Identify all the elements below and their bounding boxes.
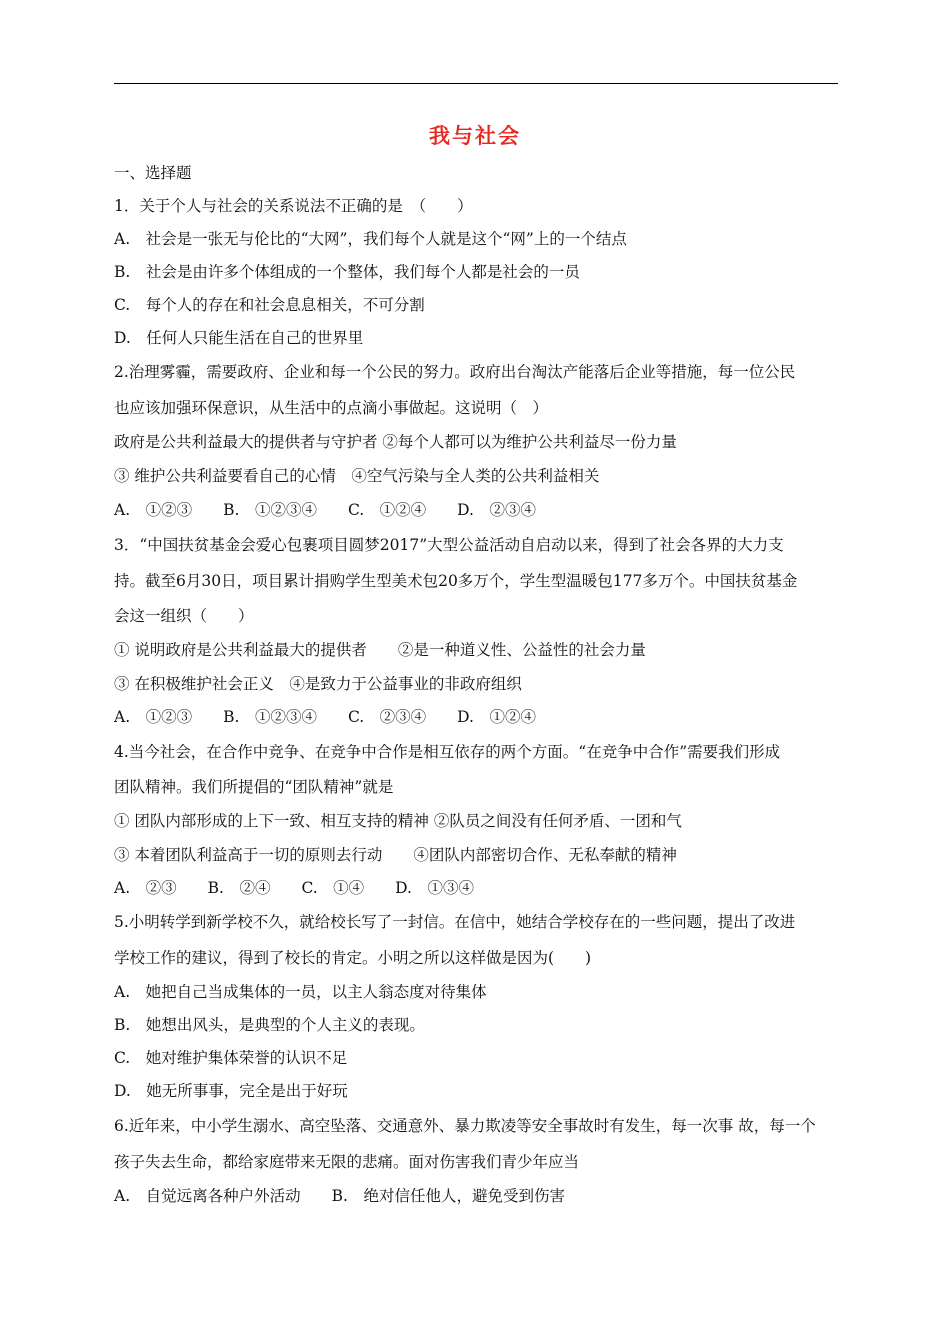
question-1-option-c: C. 每个人的存在和社会息息相关，不可分割 [114,296,425,314]
question-4-statement-1: ① 团队内部形成的上下一致、相互支持的精神 ②队员之间没有任何矛盾、一团和气 [114,812,682,830]
question-1-option-d: D. 任何人只能生活在自己的世界里 [114,329,364,347]
page-title: 我与社会 [429,124,521,148]
question-1: 1．关于个人与社会的关系说法不正确的是 （ ） [114,197,473,215]
question-5-option-a: A. 她把自己当成集体的一员，以主人翁态度对待集体 [114,983,487,1001]
section-heading: 一、选择题 [114,164,192,182]
question-4-options: A. ②③ B. ②④ C. ①④ D. ①③④ [114,879,474,897]
question-5-line-2: 学校工作的建议，得到了校长的肯定。小明之所以这样做是因为( ) [114,949,592,967]
question-3-line-3: 会这一组织（ ） [114,607,254,625]
question-6-line-2: 孩子失去生命，都给家庭带来无限的悲痛。面对伤害我们青少年应当 [114,1153,580,1171]
question-1-option-a: A. 社会是一张无与伦比的“大网”，我们每个人就是这个“网”上的一个结点 [114,230,627,248]
question-5-line-1: 5.小明转学到新学校不久，就给校长写了一封信。在信中，她结合学校存在的一些问题，提出了改进 [114,913,796,931]
header-rule [114,83,838,84]
question-2-statement-2: ③ 维护公共利益要看自己的心情 ④空气污染与全人类的公共利益相关 [114,467,600,485]
question-3-statement-2: ③ 在积极维护社会正义 ④是致力于公益事业的非政府组织 [114,675,522,693]
question-5-option-c: C. 她对维护集体荣誉的认识不足 [114,1049,348,1067]
question-2-statement-1: 政府是公共利益最大的提供者与守护者 ②每个人都可以为维护公共利益尽一份力量 [114,433,677,451]
question-5-option-b: B. 她想出风头，是典型的个人主义的表现。 [114,1016,425,1034]
question-3-options: A. ①②③ B. ①②③④ C. ②③④ D. ①②④ [114,708,536,726]
question-4-line-1: 4.当今社会，在合作中竞争、在竞争中合作是相互依存的两个方面。“在竞争中合作”需要我们形成 [114,743,781,761]
question-3-line-1: 3．“中国扶贫基金会爱心包裹项目圆梦2017”大型公益活动自启动以来，得到了社会各界的大力支 [114,536,784,554]
question-2-line-2: 也应该加强环保意识，从生活中的点滴小事做起。这说明（ ） [114,399,549,417]
question-5-option-d: D. 她无所事事，完全是出于好玩 [114,1082,348,1100]
question-6-line-1: 6.近年来，中小学生溺水、高空坠落、交通意外、暴力欺凌等安全事故时有发生，每一次事 故，每一个 [114,1117,816,1135]
question-4-line-2: 团队精神。我们所提倡的“团队精神”就是 [114,778,394,796]
question-2-line-1: 2.治理雾霾，需要政府、企业和每一个公民的努力。政府出台淘汰产能落后企业等措施，每一位公民 [114,363,796,381]
question-4-statement-2: ③ 本着团队利益高于一切的原则去行动 ④团队内部密切合作、无私奉献的精神 [114,846,677,864]
question-6-options: A. 自觉远离各种户外活动 B. 绝对信任他人，避免受到伤害 [114,1187,565,1205]
question-1-option-b: B. 社会是由许多个体组成的一个整体，我们每个人都是社会的一员 [114,263,580,281]
question-2-options: A. ①②③ B. ①②③④ C. ①②④ D. ②③④ [114,501,536,519]
question-3-statement-1: ① 说明政府是公共利益最大的提供者 ②是一种道义性、公益性的社会力量 [114,641,646,659]
question-3-line-2: 持。截至6月30日，项目累计捐购学生型美术包20多万个，学生型温暖包177多万个。中国扶贫基金 [114,572,798,590]
